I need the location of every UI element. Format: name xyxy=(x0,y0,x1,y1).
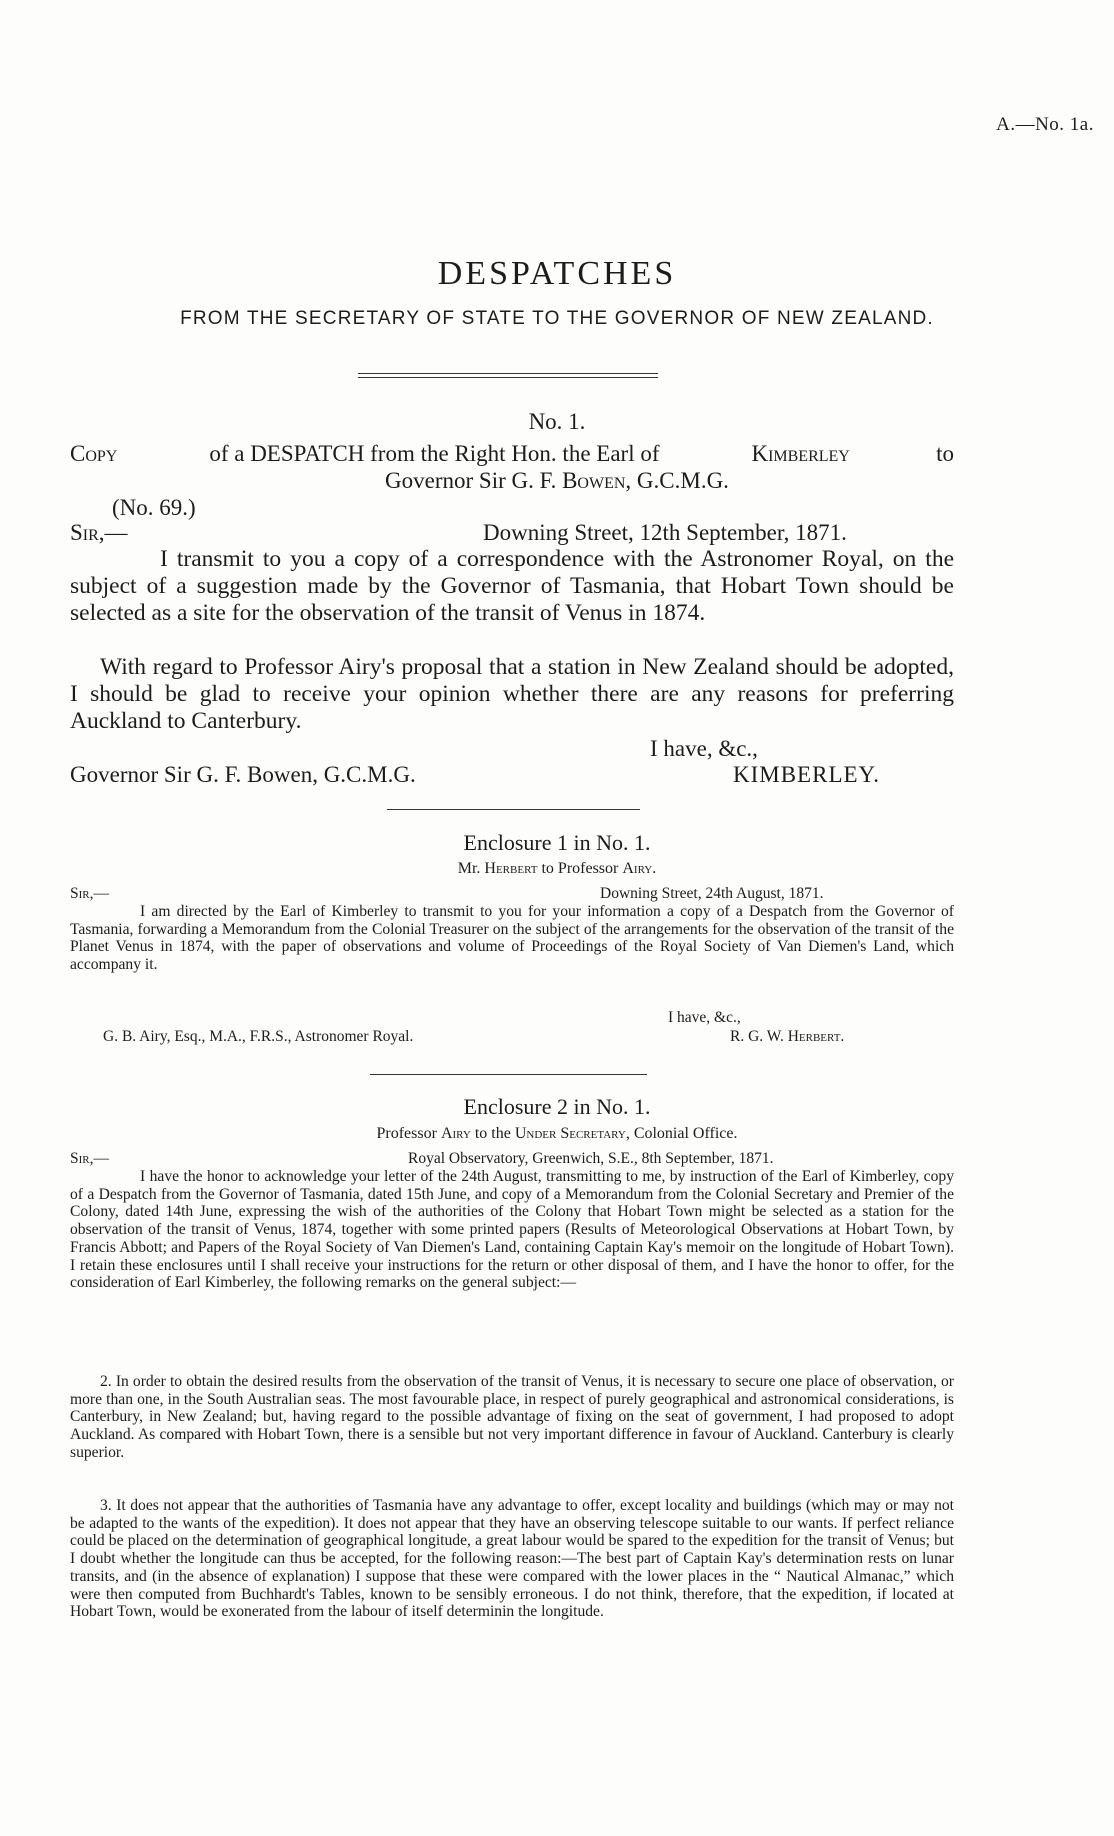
enclosure-2-heading: Enclosure 2 in No. 1. xyxy=(463,1094,651,1119)
despatch-address-date: Downing Street, 12th September, 1871. xyxy=(483,520,847,545)
enclosure-2-from-end: , Colonial Office. xyxy=(625,1125,738,1142)
title-divider xyxy=(358,373,658,378)
despatch-addressee: Governor Sir G. F. Bowen, G.C.M.G. xyxy=(70,762,416,787)
enclosure-2-from-prefix: Professor xyxy=(376,1125,441,1142)
enclosure-2-paragraph-1: I have the honor to acknowledge your letter of the 24th August, transmitting to me, by instruction of the Earl of Kimberley, copy of a Despatch from the Governor of Tasmania, dated 15th June, and copy of a Memorandum from the Colonial Secretary and Premier of the Colony, dated 14th June, expressing the wish of the authorities of the Colony that Hobart Town might be selected as a station for the observation of the transit of Venus, 1874, together with some printed papers (Results of Meteorological Observations at Hobart Town, by Francis Abbott; and Papers of the Royal Society of Van Diemen's Land, containing Captain Kay's memoir on the longitude of Hobart Town). I retain these enclosures until I shall receive your instructions for the return or other disposal of them, and I have the honor to offer, for the consideration of Earl Kimberley, the following remarks on the general subject:— xyxy=(70,1168,954,1292)
enclosure-1-from-mid: to Professor xyxy=(537,860,623,877)
enclosure-2-sender: Airy xyxy=(440,1125,471,1142)
enclosure-1-signature-end: . xyxy=(840,1028,845,1045)
enclosure-1-from xyxy=(0,860,1114,878)
despatch-copy-line-2 xyxy=(0,467,1114,494)
enclosure-2-salutation: Sir,— xyxy=(70,1150,109,1167)
copy-recipient-suffix: , G.C.M.G. xyxy=(625,468,729,493)
despatch-salutation: Sir,— xyxy=(70,520,128,545)
enclosure-2-paragraph-3: 3. It does not appear that the authorities of Tasmania have any advantage to offer, except locality and buildings (which may or may not be adapted to the wants of the expedition). It does not appear that they have an observing telescope suitable to our wants. If perfect reliance could be placed on the determination of geographical longitude, a great labour would be spared to the expedition for the transit of Venus; but I doubt whether the longitude can thus be accepted, for the following reason:—The best part of Captain Kay's determination rests on lunar transits, and (in the absence of explanation) I suppose that these were compared with the lower places in the “ Nautical Almanac,” which were then computed from Buchhardt's Tables, known to be sensibly erroneous. I do not think, therefore, that the expedition, if located at Hobart Town, would be exonerated from the labour of itself determinin the longitude. xyxy=(70,1497,954,1621)
copy-sender: Kimberley xyxy=(751,441,850,466)
enclosure-1-salutation: Sir,— xyxy=(70,885,109,902)
section-divider-2 xyxy=(370,1074,647,1075)
page-title: DESPATCHES xyxy=(437,255,677,292)
enclosure-1-address-date: Downing Street, 24th August, 1871. xyxy=(600,885,824,902)
despatch-signature: KIMBERLEY. xyxy=(733,762,880,787)
document-reference: A.—No. 1a. xyxy=(996,114,1094,135)
despatch-copy-line-1 xyxy=(70,440,954,467)
despatch-paragraph-1: I transmit to you a copy of a correspondence with the Astronomer Royal, on the subject of a suggestion made by the Governor of Tasmania, that Hobart Town should be selected as a site for the observation of the transit of Venus in 1874. xyxy=(70,546,954,626)
enclosure-1-addressee: G. B. Airy, Esq., M.A., F.R.S., Astronomer Royal. xyxy=(103,1028,414,1045)
enclosure-2-paragraph-2: 2. In order to obtain the desired results from the observation of the transit of Venus, it is necessary to secure one place of observation, or more than one, in the South Australian seas. The most favourable place, in respect of purely geographical and astronomical considerations, is Canterbury, in New Zealand; but, having regard to the possible advantage of fixing on the seat of government, I had proposed to adopt Auckland. As compared with Hobart Town, there is a sensible but not very important difference in favour of Auckland. Canterbury is clearly superior. xyxy=(70,1373,954,1461)
enclosure-2-from xyxy=(0,1125,1114,1143)
copy-text: of a DESPATCH from the Right Hon. the Earl of xyxy=(203,441,666,466)
copy-label: Copy xyxy=(70,441,118,466)
despatch-number-ref: (No. 69.) xyxy=(112,495,196,520)
page-subtitle: FROM THE SECRETARY OF STATE TO THE GOVERNOR OF NEW ZEALAND. xyxy=(180,308,934,329)
despatch-closing: I have, &c., xyxy=(650,736,758,761)
copy-recipient-prefix: Governor Sir G. F. xyxy=(385,468,563,493)
enclosure-2-address-date: Royal Observatory, Greenwich, S.E., 8th September, 1871. xyxy=(408,1150,774,1167)
enclosure-1-from-prefix: Mr. xyxy=(457,860,485,877)
enclosure-1-paragraph: I am directed by the Earl of Kimberley to transmit to you for your information a copy of a Despatch from the Governor of Tasmania, forwarding a Memorandum from the Colonial Treasurer on the subject of the arrangements for the observation of the transit of the Planet Venus in 1874, with the paper of observations and volume of Proceedings of the Royal Society of Van Diemen's Land, which accompany it. xyxy=(70,903,954,974)
section-divider xyxy=(387,809,640,810)
copy-to: to xyxy=(936,441,954,466)
enclosure-2-recipient: Under Secretary xyxy=(514,1125,626,1142)
enclosure-1-recipient: Airy xyxy=(622,860,653,877)
enclosure-2-from-mid: to the xyxy=(470,1125,515,1142)
enclosure-1-sender: Herbert xyxy=(484,860,538,877)
despatch-number: No. 1. xyxy=(528,409,586,434)
enclosure-1-signature xyxy=(730,1028,844,1046)
enclosure-1-signature-initials: R. G. W. xyxy=(730,1028,788,1045)
enclosure-1-from-end: . xyxy=(652,860,657,877)
enclosure-1-closing: I have, &c., xyxy=(668,1009,741,1026)
enclosure-1-heading: Enclosure 1 in No. 1. xyxy=(463,830,651,855)
despatch-paragraph-2: With regard to Professor Airy's proposal that a station in New Zealand should be adopted, I should be glad to receive your opinion whether there are any reasons for preferring Auckland to Canterbury. xyxy=(70,654,954,734)
enclosure-1-signature-name: Herbert xyxy=(787,1028,841,1045)
copy-recipient-name: Bowen xyxy=(562,468,626,493)
